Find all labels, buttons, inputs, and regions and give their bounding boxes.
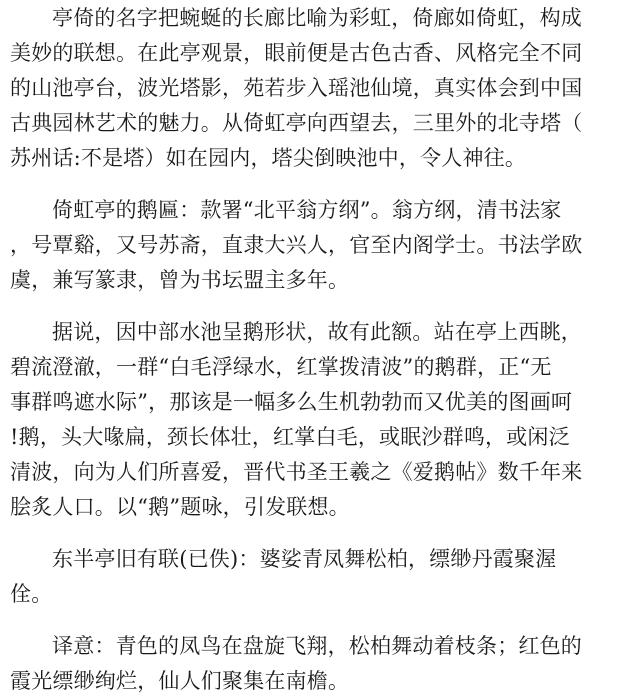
text-line: 译意：青色的凤鸟在盘旋飞翔，松柏舞动着枝条；红色的 [52,634,582,658]
text-line: ，号覃谿，又号苏斋，直隶大兴人，官至内阁学士。书法学欧 [10,233,583,257]
text-line: !鹅，头大喙扁，颈长体壮，红掌白毛，或眠沙群鸣，或闲泛 [10,425,570,449]
text-line: 的山池亭台，波光塔影，苑若步入瑶池仙境，真实体会到中国 [10,76,583,100]
paragraph-yihong-pavilion [10,1,632,176]
text-line: 佺。 [10,582,53,606]
text-line: 苏州话:不是塔）如在园内，塔尖倒映池中，令人神往。 [10,146,527,170]
text-line: 据说，因中部水池呈鹅形状，故有此额。站在亭上西眺， [52,320,582,344]
text-line: 事群鸣遮水际”，那该是一幅多么生机勃勃而又优美的图画呵 [10,390,573,414]
text-line: 亭倚的名字把蜿蜒的长廊比喻为彩虹，倚廊如倚虹，构成 [52,6,582,30]
paragraph-translation [10,629,632,699]
text-line: 脍炙人口。以“鹅”题咏，引发联想。 [10,495,350,519]
paragraph-goose-pond [10,315,632,525]
text-line: 东半亭旧有联(已佚)：婆娑青凤舞松柏，缥缈丹霞聚渥 [52,547,557,571]
text-line: 倚虹亭的鹅匾：款署“北平翁方纲”。翁方纲，清书法家 [52,198,562,222]
text-line: 古典园林艺术的魅力。从倚虹亭向西望去，三里外的北寺塔（ [10,111,583,135]
text-line: 美妙的联想。在此亭观景，眼前便是古色古香、风格完全不同 [10,41,583,65]
paragraph-goose-plaque [10,193,632,298]
text-line: 清波，向为人们所喜爱，晋代书圣王羲之《爱鹅帖》数千年来 [10,460,583,484]
text-line: 霞光缥缈绚烂，仙人们聚集在南檐。 [10,669,350,693]
text-line: 碧流澄澈，一群“白毛浮绿水，红掌拨清波”的鹅群，正“无 [10,355,552,379]
text-line: 虞，兼写篆隶，曾为书坛盟主多年。 [10,268,350,292]
paragraph-couplet [10,542,632,612]
